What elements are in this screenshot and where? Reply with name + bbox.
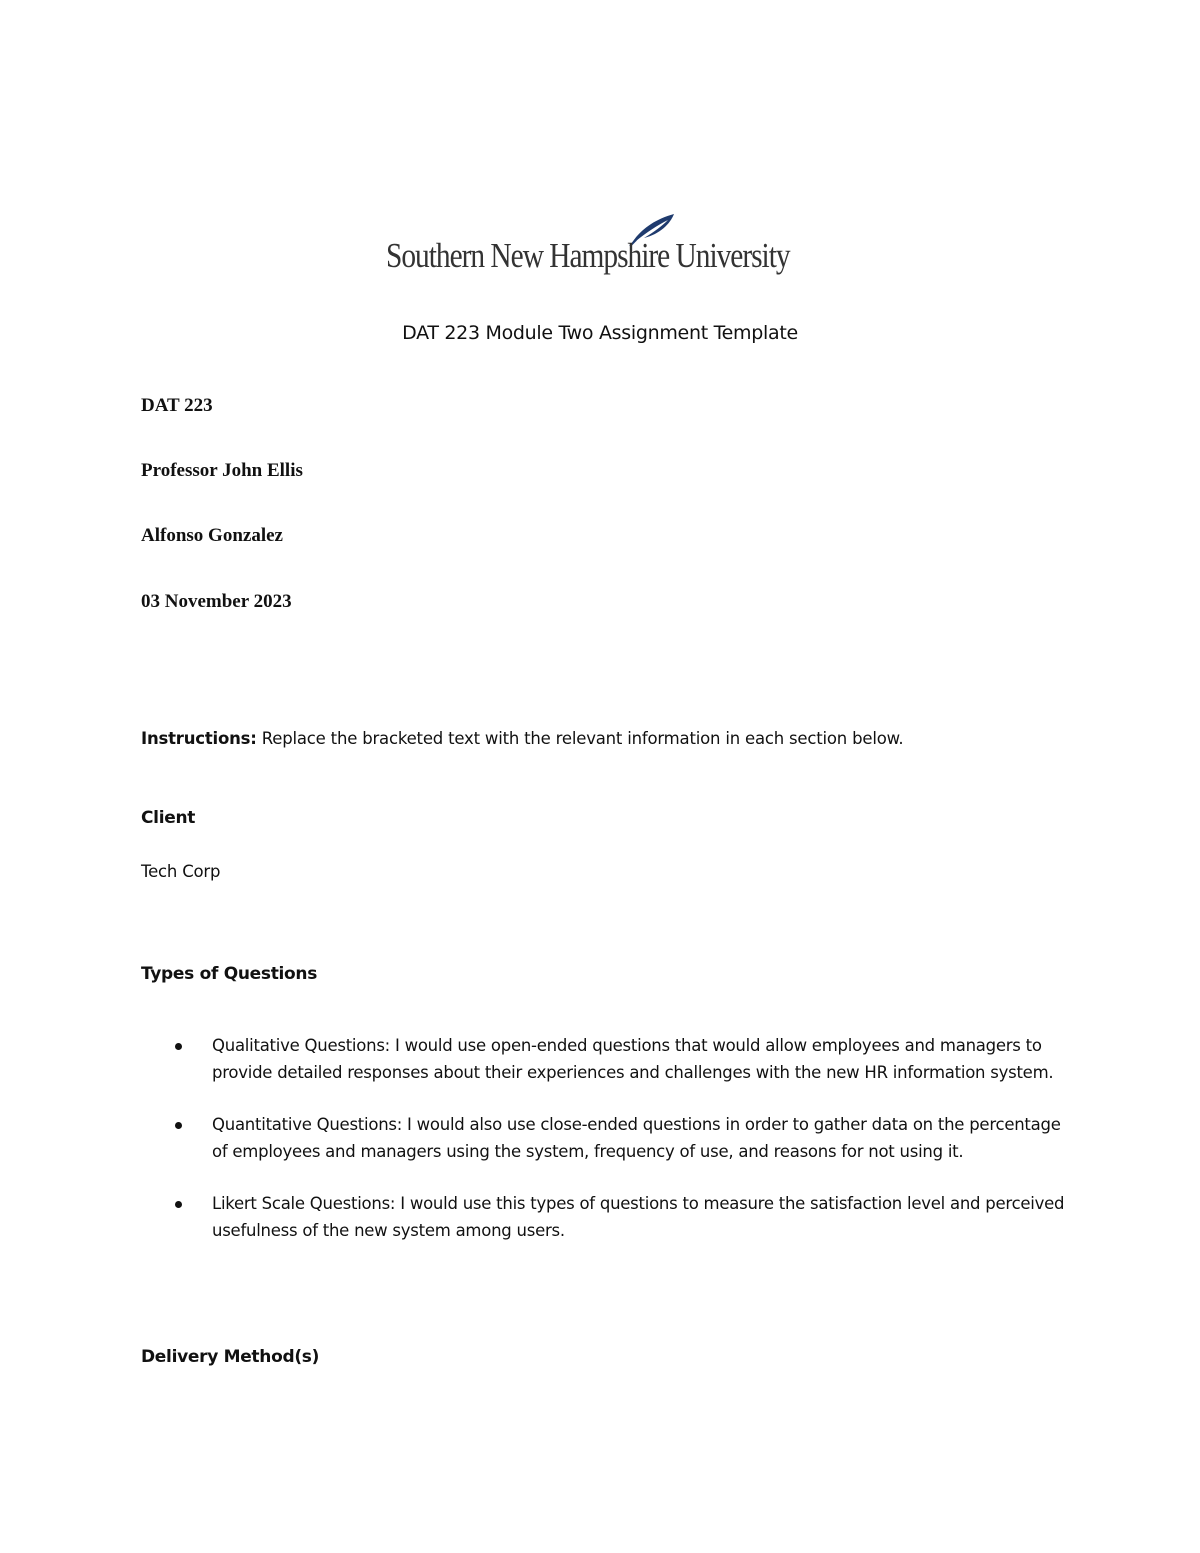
instructions-label: Instructions: [141, 729, 257, 748]
list-item-text: Quantitative Questions: I would also use close-ended questions in order to gather data on the percentage of employees and managers using the system, frequency of use, and reasons for not using it. [212, 1115, 1061, 1161]
client-heading: Client [141, 808, 196, 828]
document-title: DAT 223 Module Two Assignment Template [402, 322, 798, 344]
professor-name: Professor John Ellis [141, 460, 303, 481]
course-code: DAT 223 [141, 395, 213, 416]
types-of-questions-heading: Types of Questions [141, 964, 318, 984]
instructions-text: Replace the bracketed text with the relevant information in each section below. [261, 729, 904, 748]
delivery-methods-heading: Delivery Method(s) [141, 1347, 320, 1367]
submission-date: 03 November 2023 [141, 591, 292, 612]
question-types-list [175, 1033, 1075, 1270]
instructions-paragraph [141, 729, 903, 748]
list-item-text: Qualitative Questions: I would use open-ended questions that would allow employees and managers to provide detailed responses about their experiences and challenges with the new HR information system. [212, 1036, 1054, 1082]
client-value: Tech Corp [141, 862, 221, 881]
bullet-icon [175, 1201, 182, 1208]
student-name: Alfonso Gonzalez [141, 525, 283, 546]
bullet-icon [175, 1043, 182, 1050]
list-item [175, 1033, 1075, 1086]
list-item-text: Likert Scale Questions: I would use this types of questions to measure the satisfaction level and perceived usefulness of the new system among users. [212, 1194, 1065, 1240]
logo-wordmark: Southern New Hampshire University [386, 236, 790, 275]
list-item [175, 1112, 1075, 1165]
list-item [175, 1191, 1075, 1244]
university-logo [386, 212, 816, 284]
bullet-icon [175, 1122, 182, 1129]
